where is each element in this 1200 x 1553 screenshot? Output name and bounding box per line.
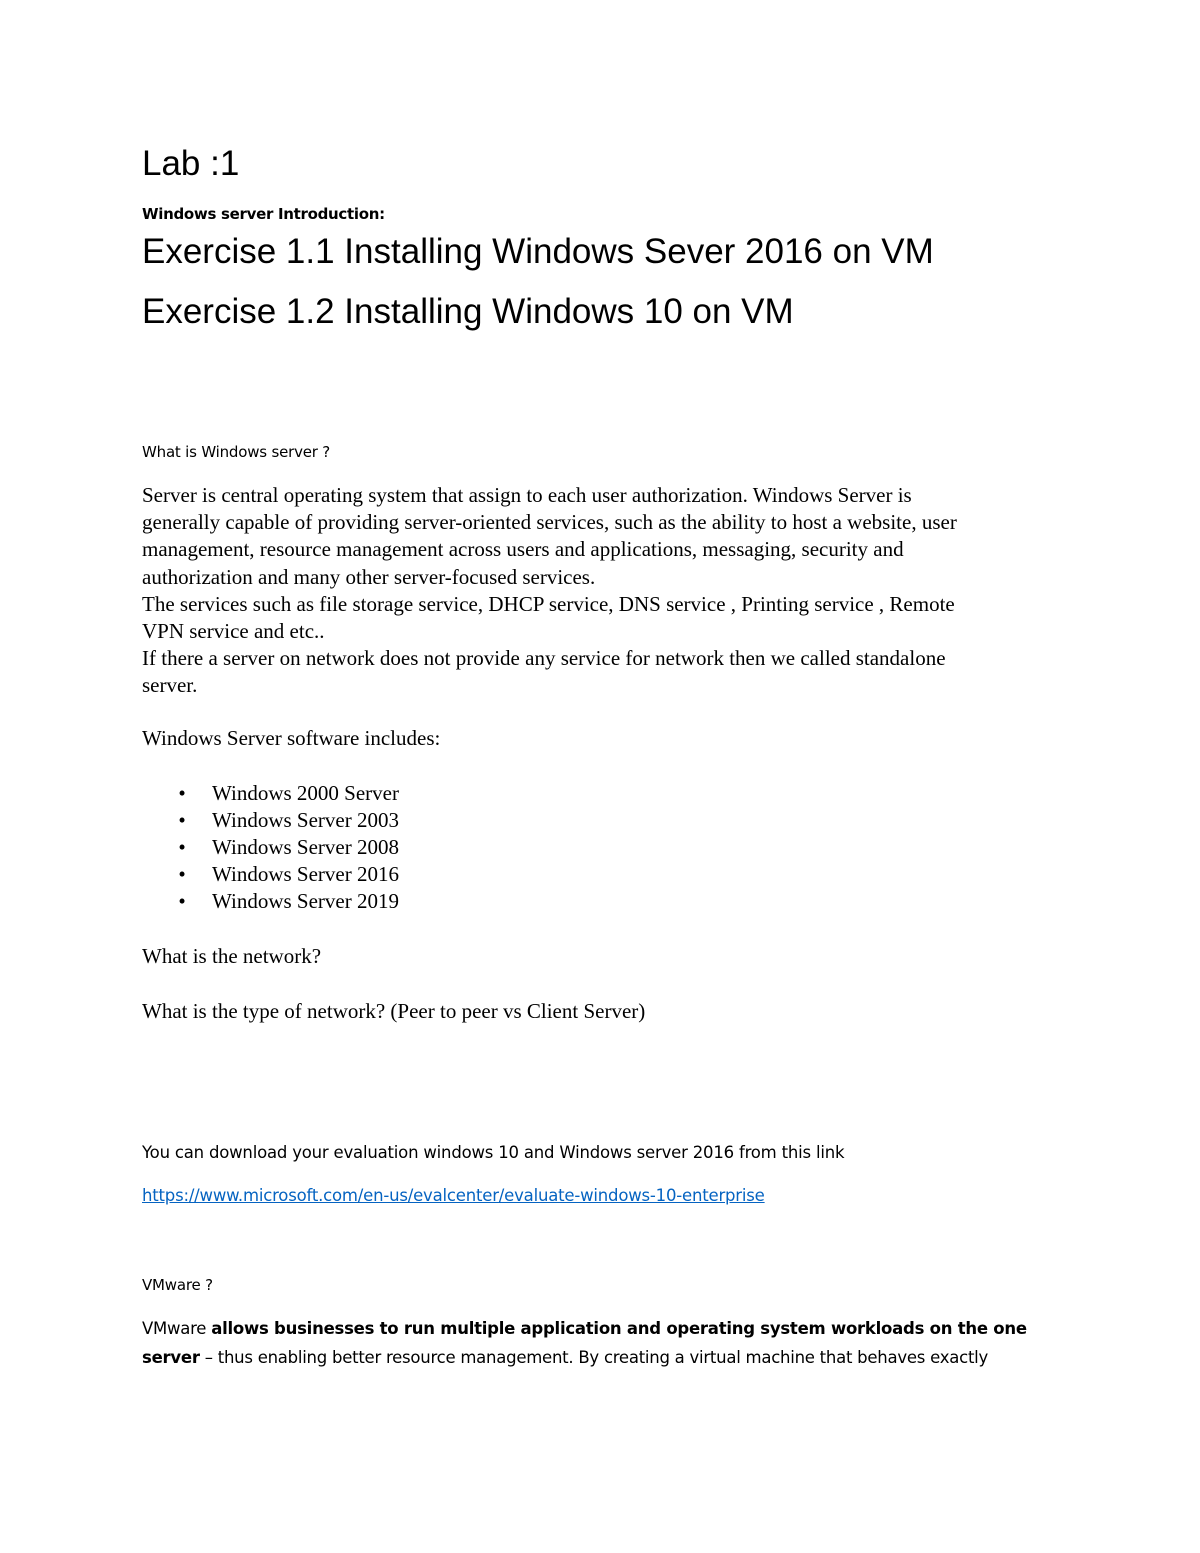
list-item-label: Windows Server 2003 (212, 808, 399, 832)
vmware-description-line-1 (142, 1317, 1027, 1341)
section-subtitle: Windows server Introduction: (142, 205, 385, 223)
vmware-bold-text: server (142, 1348, 200, 1367)
vmware-bold-text: allows businesses to run multiple application and operating system workloads on the one (211, 1319, 1027, 1338)
paragraph-line: If there a server on network does not provide any service for network then we called standalone (142, 646, 946, 671)
list-item-label: Windows Server 2016 (212, 862, 399, 886)
bullet-icon: • (178, 781, 186, 805)
paragraph-line: management, resource management across users and applications, messaging, security and (142, 537, 904, 562)
list-item (142, 807, 399, 834)
question-windows-server: What is Windows server ? (142, 443, 331, 461)
lab-title: Lab :1 (142, 144, 240, 183)
list-item (142, 888, 399, 915)
server-description-paragraph (142, 482, 1072, 700)
exercise-heading-2: Exercise 1.2 Installing Windows 10 on VM (142, 292, 794, 331)
paragraph-line: Server is central operating system that assign to each user authorization. Windows Server is (142, 483, 912, 507)
list-item-label: Windows 2000 Server (212, 781, 399, 805)
vmware-plain-text: – thus enabling better resource management. By creating a virtual machine that behaves exactly (199, 1348, 989, 1367)
bullet-icon: • (178, 835, 186, 859)
paragraph-line: VPN service and etc.. (142, 619, 325, 644)
paragraph-line: server. (142, 673, 198, 698)
exercise-heading-1: Exercise 1.1 Installing Windows Sever 2016 on VM (142, 232, 934, 271)
bullet-icon: • (178, 808, 186, 832)
vmware-description-line-2 (142, 1346, 988, 1370)
list-item (142, 834, 399, 861)
bullet-icon: • (178, 889, 186, 913)
software-intro: Windows Server software includes: (142, 726, 441, 750)
list-item-label: Windows Server 2008 (212, 835, 399, 859)
download-link[interactable]: https://www.microsoft.com/en-us/evalcenter/evaluate-windows-10-enterprise (142, 1186, 765, 1205)
paragraph-line: The services such as file storage service, DHCP service, DNS service , Printing service , Remote (142, 591, 955, 616)
paragraph-line: generally capable of providing server-oriented services, such as the ability to host a website, user (142, 510, 957, 535)
software-list (142, 780, 399, 915)
list-item-label: Windows Server 2019 (212, 889, 399, 913)
list-item (142, 780, 399, 807)
paragraph-line: authorization and many other server-focused services. (142, 564, 596, 589)
question-network: What is the network? (142, 944, 322, 968)
question-network-type: What is the type of network? (Peer to peer vs Client Server) (142, 999, 646, 1023)
vmware-plain-text: VMware (142, 1319, 212, 1338)
bullet-icon: • (178, 862, 186, 886)
list-item (142, 861, 399, 888)
question-vmware: VMware ? (142, 1276, 213, 1294)
download-text: You can download your evaluation windows 10 and Windows server 2016 from this link (142, 1143, 845, 1162)
